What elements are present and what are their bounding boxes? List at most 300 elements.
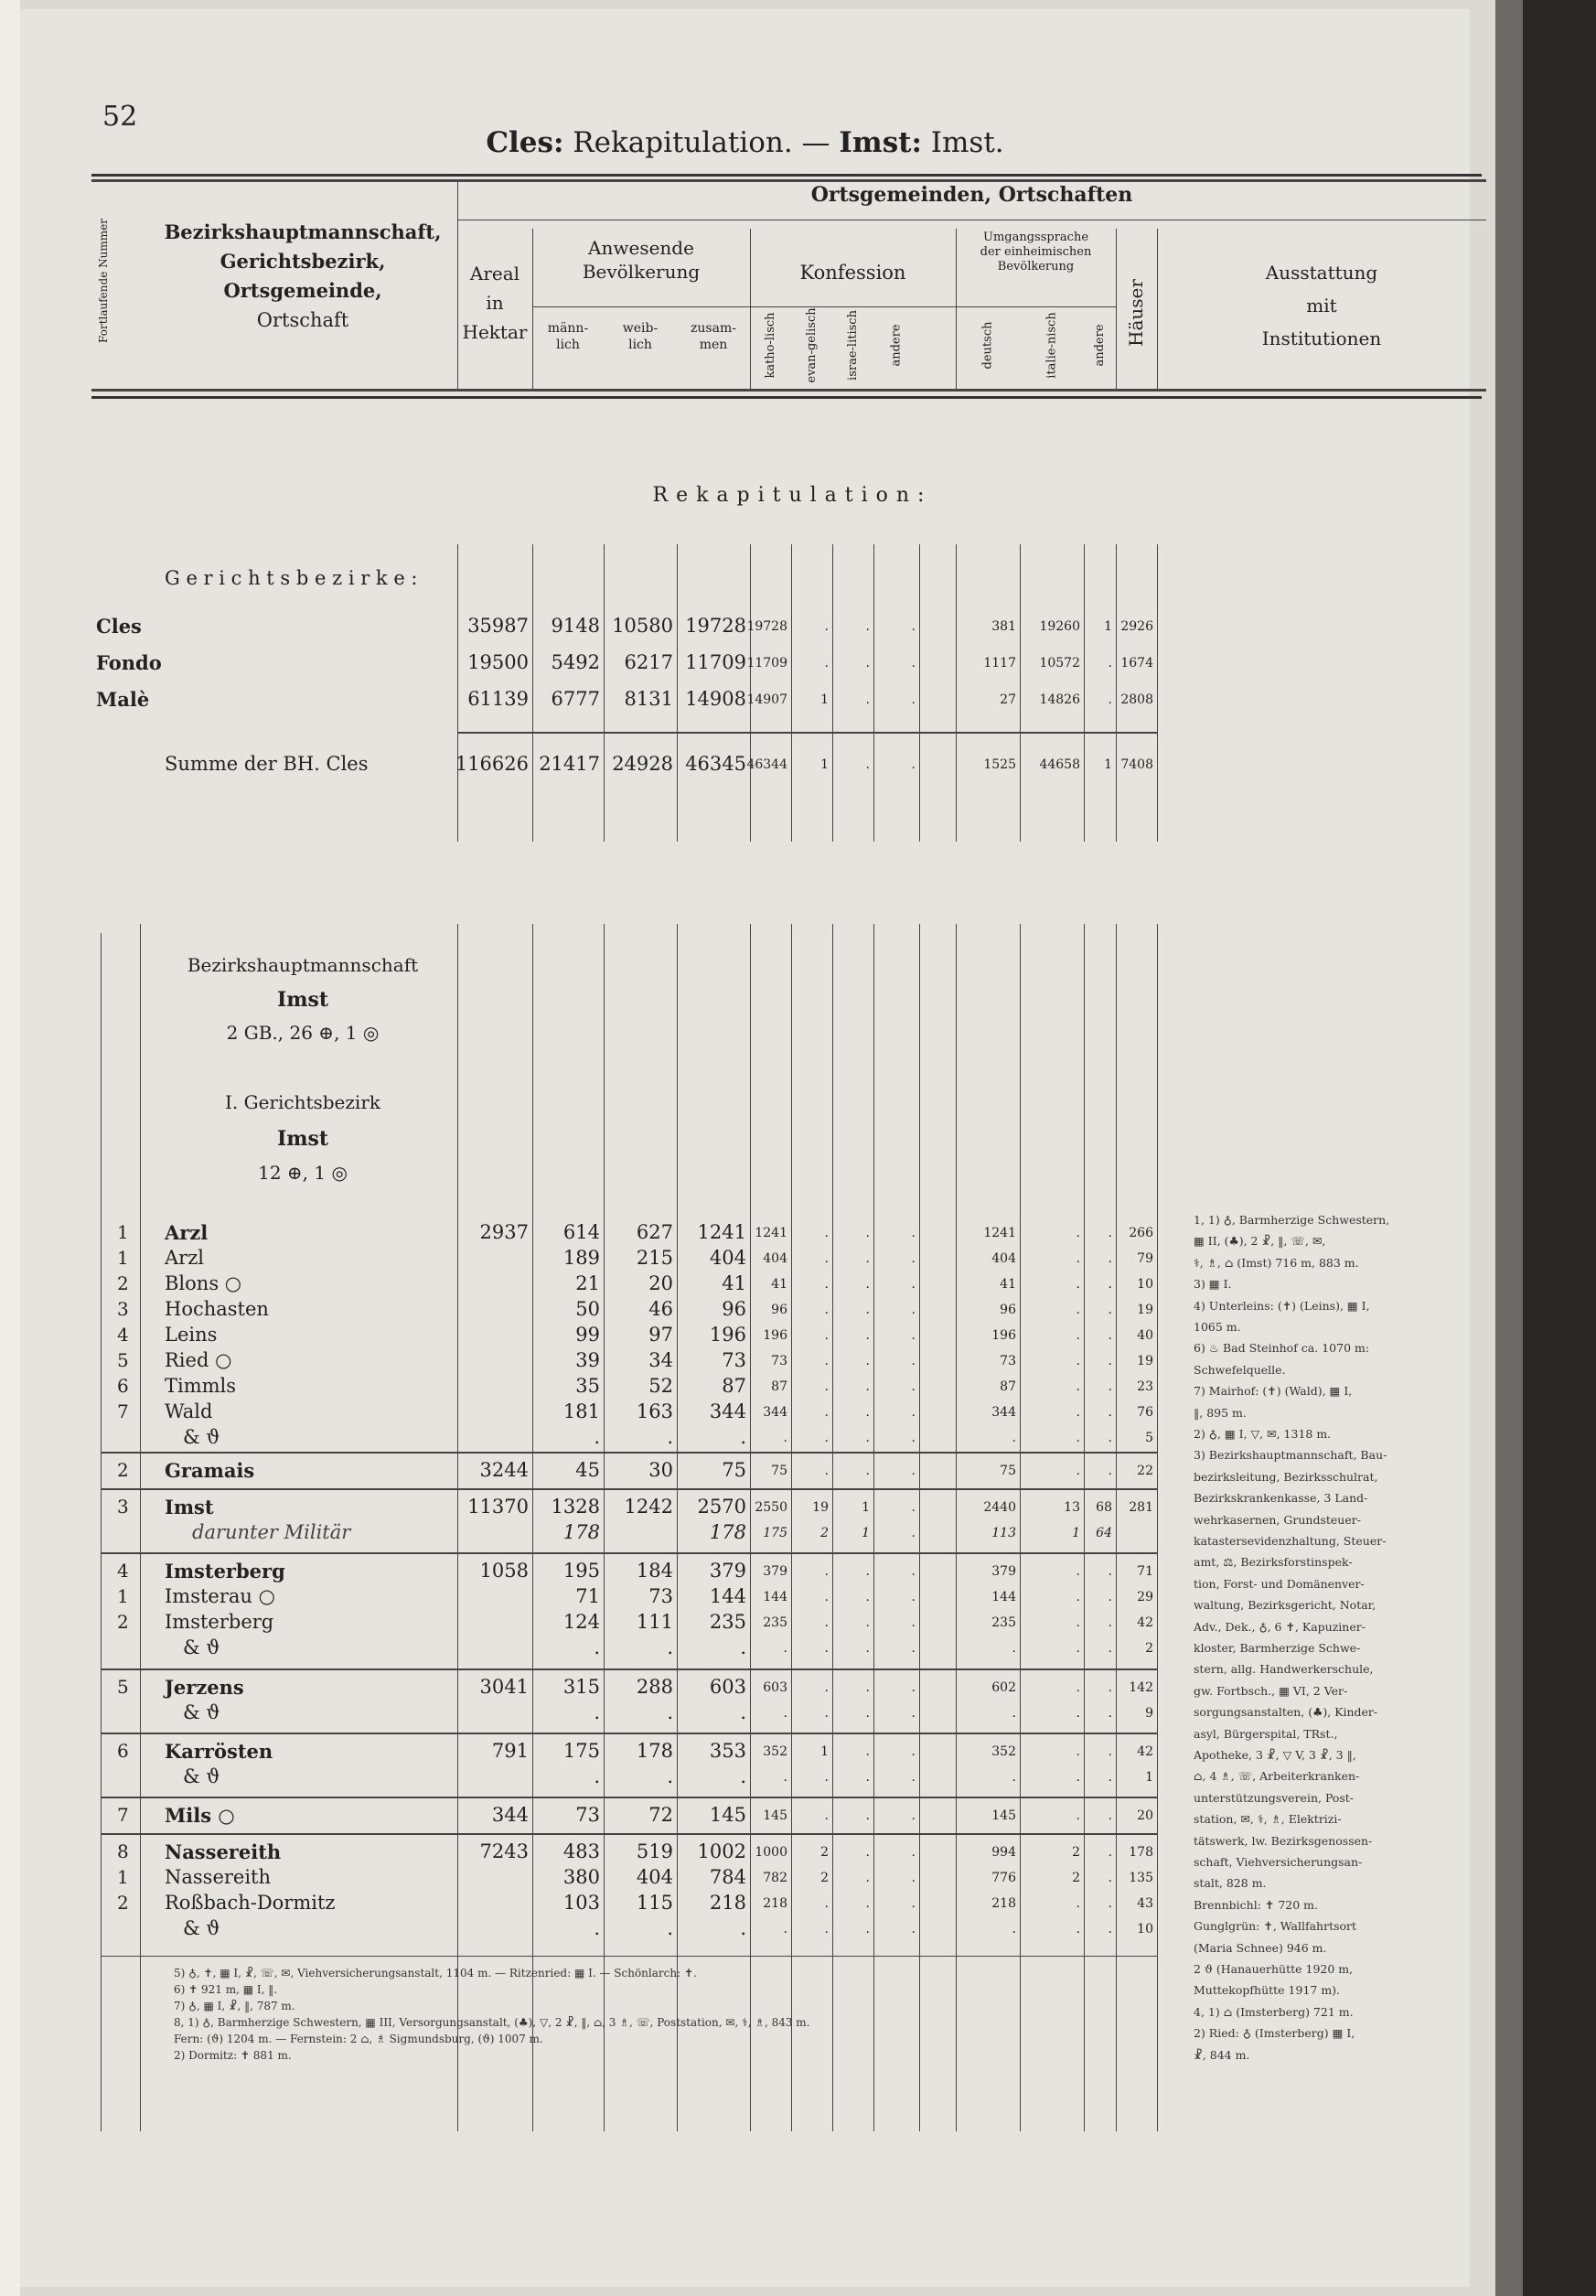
side-note-line: ‖, 895 m. — [1194, 1405, 1247, 1420]
row-deu: 776 — [991, 1871, 1016, 1885]
row-number: 7 — [117, 1400, 129, 1422]
row-rule — [101, 1797, 1157, 1798]
zusammen-header — [677, 320, 750, 353]
row-deu: 144 — [991, 1590, 1016, 1604]
row-deu: 344 — [991, 1405, 1016, 1420]
recap-row-name: Malè — [96, 688, 150, 711]
row-m: . — [594, 1701, 600, 1723]
row-deu: 145 — [991, 1808, 1016, 1823]
row-evan: . — [824, 1328, 829, 1343]
row-ital: . — [1076, 1303, 1080, 1317]
row-isr: . — [865, 1770, 870, 1785]
row-z: 87 — [722, 1375, 746, 1397]
name-header-line: Bezirkshauptmannschaft, — [164, 220, 442, 243]
recap-row-isr: . — [865, 656, 870, 671]
maennlich-header-line: männ- — [547, 321, 589, 336]
row-and: . — [911, 1564, 916, 1579]
italienisch-header: italie-nisch — [1044, 312, 1059, 379]
row-isr: . — [865, 1328, 870, 1343]
row-evan: . — [824, 1379, 829, 1394]
row-ital: 2 — [1072, 1871, 1080, 1885]
row-deu: 404 — [991, 1251, 1016, 1266]
row-isr: . — [865, 1354, 870, 1368]
row-and: . — [911, 1354, 916, 1368]
row-kath: 352 — [763, 1744, 787, 1759]
title-part: Imst: — [839, 126, 922, 159]
row-isr: . — [865, 1845, 870, 1860]
row-z: . — [740, 1917, 746, 1939]
row-kath: 404 — [763, 1251, 787, 1266]
side-note-line: gw. Fortbsch., ▦ VI, 2 Ver- — [1194, 1683, 1348, 1698]
row-ands: . — [1108, 1328, 1112, 1343]
row-w: . — [667, 1426, 673, 1448]
place-name: Karrösten — [165, 1740, 273, 1763]
scattered-houses-label: & ϑ — [183, 1701, 220, 1723]
row-z: 404 — [709, 1247, 746, 1269]
row-haus: 9 — [1145, 1706, 1153, 1721]
row-z: . — [740, 1701, 746, 1723]
row-and: . — [911, 1277, 916, 1292]
row-ands: . — [1108, 1431, 1112, 1445]
row-deu: 41 — [1000, 1277, 1016, 1292]
side-note-line: Brennbichl: ✝ 720 m. — [1194, 1897, 1318, 1912]
recap-sum-ands: 1 — [1104, 757, 1112, 772]
row-w: 163 — [636, 1400, 673, 1422]
katholisch-header: katho-lisch — [764, 312, 777, 379]
row-z: 1241 — [697, 1221, 746, 1243]
row-ital: . — [1076, 1379, 1080, 1394]
row-kath: 782 — [763, 1871, 787, 1885]
side-note-line: unterstützungsverein, Post- — [1194, 1790, 1355, 1805]
umgangssprache-line: der einheimischen — [980, 245, 1092, 259]
side-note-line: 3) Bezirkshauptmannschaft, Bau- — [1194, 1448, 1387, 1463]
row-w: 97 — [648, 1324, 673, 1346]
row-kath: 218 — [763, 1896, 787, 1911]
row-evan: 19 — [812, 1500, 829, 1515]
row-kath: 196 — [763, 1328, 787, 1343]
row-ital: . — [1076, 1277, 1080, 1292]
recap-row-deu: 27 — [1000, 692, 1016, 707]
footnote-line: 7) ♁, ▦ I, ☧, ‖, 787 m. — [174, 2000, 295, 2012]
place-name: Imst — [165, 1496, 214, 1518]
row-haus: 19 — [1137, 1354, 1153, 1368]
row-rule — [101, 1733, 1157, 1734]
recap-sum-name: Summe der BH. Cles — [165, 753, 369, 775]
row-and: . — [911, 1770, 916, 1785]
row-w: 34 — [648, 1349, 673, 1371]
areal-header-line: in — [486, 292, 504, 314]
side-note-line: schaft, Viehversicherungsan- — [1194, 1855, 1363, 1869]
page-title — [20, 126, 1470, 159]
row-w: 73 — [648, 1585, 673, 1607]
footnote-line: 5) ♁, ✝, ▦ I, ☧, ☏, ✉, Viehversicherungsanstalt, 1104 m. — Ritzenried: ▦ I. — Schönlarch: ✝. — [174, 1967, 697, 1979]
row-areal: 344 — [491, 1804, 529, 1826]
zusammen-header-line: zusam- — [691, 321, 736, 336]
row-number: 5 — [117, 1349, 129, 1371]
row-w: . — [667, 1765, 673, 1787]
row-ital: . — [1076, 1405, 1080, 1420]
row-deu: . — [1012, 1641, 1016, 1656]
row-z: 178 — [709, 1521, 746, 1543]
row-haus: 5 — [1145, 1431, 1153, 1445]
recap-row-areal: 61139 — [467, 688, 529, 710]
row-w: . — [667, 1701, 673, 1723]
row-ands: 68 — [1096, 1500, 1112, 1515]
recap-row-haus: 2808 — [1120, 692, 1153, 707]
row-evan: 2 — [820, 1871, 829, 1885]
row-m: 380 — [562, 1866, 600, 1888]
areal-header-line: Areal — [469, 263, 520, 284]
imst-column-rule — [1157, 924, 1158, 2131]
recap-sum-z: 46345 — [685, 753, 746, 775]
side-note-line: 4) Unterleins: (✝) (Leins), ▦ I, — [1194, 1298, 1370, 1313]
row-z: 218 — [709, 1892, 746, 1914]
scan-edge-right — [1523, 0, 1596, 2296]
row-evan: . — [824, 1641, 829, 1656]
row-isr: . — [865, 1808, 870, 1823]
side-note-line: amt, ⚖, Bezirksforstinspek- — [1194, 1555, 1353, 1570]
side-note-line: 2) Ried: ♁ (Imsterberg) ▦ I, — [1194, 2026, 1355, 2041]
row-isr: . — [865, 1680, 870, 1695]
row-number: 1 — [117, 1247, 129, 1269]
footnote-line: 8, 1) ♁, Barmherzige Schwestern, ▦ III, Versorgungsanstalt, (♣), ▽, 2 ☧, ‖, ⌂, 3 ♗, ☏, Poststation, ✉, ⚕, ♗, 843 m. — [174, 2016, 810, 2029]
row-deu: . — [1012, 1770, 1016, 1785]
recap-sum-areal: 116626 — [455, 753, 529, 775]
row-haus: 19 — [1137, 1303, 1153, 1317]
row-haus: 23 — [1137, 1379, 1153, 1394]
row-ands: . — [1108, 1845, 1112, 1860]
page-number: 52 — [102, 101, 138, 133]
row-w: 519 — [636, 1840, 673, 1862]
row-w: 178 — [636, 1740, 673, 1762]
imst-column-rule — [919, 924, 920, 2131]
row-kath: 175 — [763, 1526, 787, 1540]
recap-row-z: 11709 — [685, 651, 746, 673]
row-ands: . — [1108, 1226, 1112, 1240]
recap-column-rule — [1157, 544, 1158, 842]
row-areal: 791 — [491, 1740, 529, 1762]
recap-row-z: 19728 — [685, 615, 746, 637]
place-name: Jerzens — [165, 1676, 244, 1699]
israelitisch-header: israe-litisch — [846, 310, 860, 381]
row-ands: . — [1108, 1706, 1112, 1721]
side-note-line: ☧, 844 m. — [1194, 2047, 1250, 2062]
row-z: 1002 — [697, 1840, 746, 1862]
rule — [532, 306, 750, 307]
row-z: 196 — [709, 1324, 746, 1346]
row-ital: . — [1076, 1226, 1080, 1240]
recap-row-ands: 1 — [1104, 619, 1112, 634]
row-ital: . — [1076, 1706, 1080, 1721]
row-kath: 1000 — [755, 1845, 787, 1860]
row-deu: . — [1012, 1431, 1016, 1445]
gb-stats: 12 ⊕, 1 ◎ — [258, 1162, 348, 1184]
gb-label: I. Gerichtsbezirk — [224, 1091, 381, 1113]
ausstattung-header — [1157, 256, 1486, 355]
row-kath: 603 — [763, 1680, 787, 1695]
side-note-line: 2) ♁, ▦ I, ▽, ✉, 1318 m. — [1194, 1427, 1332, 1441]
row-haus: 20 — [1137, 1808, 1153, 1823]
recap-row-kath: 19728 — [746, 619, 787, 634]
row-deu: 352 — [991, 1744, 1016, 1759]
umgangssprache-header — [956, 231, 1116, 274]
row-rule — [101, 1452, 1157, 1454]
side-note-line: asyl, Bürgerspital, TRst., — [1194, 1726, 1338, 1741]
row-and: . — [911, 1226, 916, 1240]
row-m: 103 — [562, 1892, 600, 1914]
row-number: 5 — [117, 1676, 129, 1698]
row-w: 20 — [648, 1272, 673, 1294]
row-isr: . — [865, 1251, 870, 1266]
place-name: Nassereith — [165, 1866, 272, 1888]
row-evan: . — [824, 1354, 829, 1368]
name-header — [148, 218, 457, 335]
row-z: 353 — [709, 1740, 746, 1762]
row-evan: 1 — [820, 1744, 829, 1759]
place-name: Wald — [165, 1400, 213, 1422]
row-number: 7 — [117, 1804, 129, 1826]
recap-row-evan: 1 — [820, 692, 829, 707]
place-name: Hochasten — [165, 1298, 269, 1320]
row-number: 2 — [117, 1892, 129, 1914]
name-header-line: Ortsgemeinde, — [223, 279, 382, 302]
footnote-line: Fern: (ϑ) 1204 m. — Fernstein: 2 ⌂, ♗ Sigmundsburg, (ϑ) 1007 m. — [174, 2033, 543, 2045]
row-rule — [101, 1552, 1157, 1554]
side-note-line: waltung, Bezirksgericht, Notar, — [1194, 1598, 1376, 1613]
name-header-line: Ortschaft — [256, 309, 349, 331]
row-m: 195 — [562, 1560, 600, 1582]
row-rule — [101, 1488, 1157, 1490]
row-haus: 71 — [1137, 1564, 1153, 1579]
row-z: 145 — [709, 1804, 746, 1826]
imst-left-rule — [101, 933, 102, 2131]
title-part: Cles: — [486, 126, 564, 159]
recap-row-deu: 381 — [991, 619, 1016, 634]
row-haus: 2 — [1145, 1641, 1153, 1656]
recap-heading: R e k a p i t u l a t i o n : — [652, 484, 926, 507]
row-m: 1328 — [551, 1496, 600, 1518]
title-part: Rekapitulation. — — [563, 126, 840, 159]
row-m: 178 — [562, 1521, 600, 1543]
bh-label: Bezirkshauptmannschaft — [187, 954, 419, 976]
row-ital: . — [1076, 1922, 1080, 1937]
recap-row-ital: 14826 — [1039, 692, 1080, 707]
recap-row-name: Fondo — [96, 651, 162, 674]
row-isr: 1 — [862, 1526, 870, 1540]
row-ands: . — [1108, 1615, 1112, 1630]
row-w: 30 — [648, 1459, 673, 1481]
row-kath: 145 — [763, 1808, 787, 1823]
row-number: 1 — [117, 1866, 129, 1888]
row-m: 614 — [562, 1221, 600, 1243]
row-evan: . — [824, 1251, 829, 1266]
row-evan: . — [824, 1431, 829, 1445]
row-ands: . — [1108, 1744, 1112, 1759]
row-m: . — [594, 1426, 600, 1448]
anwesende-header-line: Bevölkerung — [582, 261, 701, 283]
row-number: 4 — [117, 1560, 129, 1582]
row-number: 2 — [117, 1272, 129, 1294]
row-and: . — [911, 1251, 916, 1266]
row-evan: . — [824, 1226, 829, 1240]
row-ands: . — [1108, 1564, 1112, 1579]
row-m: 21 — [575, 1272, 600, 1294]
row-haus: 142 — [1129, 1680, 1153, 1695]
recap-row-m: 6777 — [551, 688, 600, 710]
row-ital: . — [1076, 1328, 1080, 1343]
recap-sum-kath: 46344 — [746, 757, 787, 772]
side-note-line: sorgungsanstalten, (♣), Kinder- — [1194, 1705, 1378, 1720]
row-isr: . — [865, 1405, 870, 1420]
title-part: Imst. — [921, 126, 1004, 159]
row-ital: 13 — [1064, 1500, 1080, 1515]
recap-row-and: . — [911, 656, 916, 671]
row-and: . — [911, 1379, 916, 1394]
side-note-line: station, ✉, ⚕, ♗, Elektrizi- — [1194, 1812, 1342, 1827]
row-ital: . — [1076, 1464, 1080, 1478]
row-m: 73 — [575, 1804, 600, 1826]
row-kath: 379 — [763, 1564, 787, 1579]
place-name: Imsterau ○ — [165, 1585, 275, 1607]
andere2-header: andere — [1093, 324, 1107, 367]
row-and: . — [911, 1896, 916, 1911]
row-rule — [101, 1668, 1157, 1670]
row-evan: . — [824, 1615, 829, 1630]
row-w: 1242 — [624, 1496, 673, 1518]
recap-row-w: 8131 — [624, 688, 673, 710]
row-ital: . — [1076, 1431, 1080, 1445]
side-note-line: (Maria Schnee) 946 m. — [1194, 1940, 1327, 1955]
row-kath: . — [783, 1706, 787, 1721]
row-ands: . — [1108, 1405, 1112, 1420]
weiblich-header-line: lich — [628, 338, 652, 352]
row-z: . — [740, 1765, 746, 1787]
row-evan: . — [824, 1303, 829, 1317]
row-kath: . — [783, 1922, 787, 1937]
scattered-houses-label: & ϑ — [183, 1426, 220, 1448]
row-kath: 2550 — [755, 1500, 787, 1515]
row-ital: . — [1076, 1770, 1080, 1785]
row-number: 6 — [117, 1740, 129, 1762]
side-note-line: Bezirkskrankenkasse, 3 Land- — [1194, 1491, 1368, 1506]
recap-row-haus: 1674 — [1120, 656, 1153, 671]
row-ands: . — [1108, 1379, 1112, 1394]
row-haus: 42 — [1137, 1615, 1153, 1630]
row-areal: 2937 — [479, 1221, 529, 1243]
maennlich-header — [532, 320, 604, 353]
place-name: Ried ○ — [165, 1349, 232, 1371]
row-ands: . — [1108, 1251, 1112, 1266]
row-evan: . — [824, 1706, 829, 1721]
row-isr: . — [865, 1641, 870, 1656]
row-ital: 1 — [1072, 1526, 1080, 1540]
row-haus: 1 — [1145, 1770, 1153, 1785]
row-and: . — [911, 1871, 916, 1885]
side-note-line: Schwefelquelle. — [1194, 1362, 1286, 1377]
place-name: Imsterberg — [165, 1560, 285, 1583]
row-evan: . — [824, 1922, 829, 1937]
row-evan: . — [824, 1590, 829, 1604]
row-ital: . — [1076, 1354, 1080, 1368]
scattered-houses-label: & ϑ — [183, 1636, 220, 1658]
recap-sum-w: 24928 — [612, 753, 673, 775]
row-w: 288 — [636, 1676, 673, 1698]
row-ital: 2 — [1072, 1845, 1080, 1860]
weiblich-header-line: weib- — [622, 321, 659, 336]
recap-row-deu: 1117 — [983, 656, 1016, 671]
side-note-line: 1065 m. — [1194, 1320, 1241, 1334]
row-deu: 602 — [991, 1680, 1016, 1695]
row-m: 181 — [562, 1400, 600, 1422]
row-number: 3 — [117, 1496, 129, 1518]
row-and: . — [911, 1845, 916, 1860]
row-haus: 281 — [1129, 1500, 1153, 1515]
rule — [956, 306, 1116, 307]
recap-sum-deu: 1525 — [983, 757, 1016, 772]
recap-sum-m: 21417 — [539, 753, 600, 775]
imst-number-rule — [140, 924, 141, 2131]
recap-row-haus: 2926 — [1120, 619, 1153, 634]
row-evan: . — [824, 1680, 829, 1695]
scan-edge-left — [0, 0, 20, 2296]
row-deu: 379 — [991, 1564, 1016, 1579]
row-ands: . — [1108, 1871, 1112, 1885]
bh-stats: 2 GB., 26 ⊕, 1 ◎ — [226, 1022, 380, 1044]
row-haus: 135 — [1129, 1871, 1153, 1885]
ausstattung-line: mit — [1306, 295, 1337, 317]
side-note-line: 2 ϑ (Hanauerhütte 1920 m, — [1194, 1962, 1354, 1976]
row-m: 50 — [575, 1298, 600, 1320]
row-m: 35 — [575, 1375, 600, 1397]
row-kath: 235 — [763, 1615, 787, 1630]
row-kath: 1241 — [755, 1226, 787, 1240]
row-evan: . — [824, 1808, 829, 1823]
row-isr: . — [865, 1871, 870, 1885]
recap-row-kath: 11709 — [746, 656, 787, 671]
row-and: . — [911, 1526, 916, 1540]
recap-sum-rule — [457, 732, 1157, 734]
row-deu: 994 — [991, 1845, 1016, 1860]
row-isr: 1 — [862, 1500, 870, 1515]
recap-sum-and: . — [911, 757, 916, 772]
row-evan: 2 — [820, 1845, 829, 1860]
recap-row-m: 9148 — [551, 615, 600, 637]
row-haus: 40 — [1137, 1328, 1153, 1343]
row-kath: 75 — [771, 1464, 787, 1478]
row-m: . — [594, 1636, 600, 1658]
zusammen-header-line: men — [699, 338, 728, 352]
table-end-rule — [101, 1956, 1157, 1957]
row-isr: . — [865, 1896, 870, 1911]
deutsch-header: deutsch — [980, 321, 995, 370]
row-deu: 235 — [991, 1615, 1016, 1630]
row-isr: . — [865, 1277, 870, 1292]
row-deu: . — [1012, 1922, 1016, 1937]
name-header-line: Gerichtsbezirk, — [220, 250, 386, 273]
row-deu: 96 — [1000, 1303, 1016, 1317]
recap-subheading: G e r i c h t s b e z i r k e : — [165, 567, 418, 589]
row-isr: . — [865, 1464, 870, 1478]
laufende-nummer-label: Fortlaufende Nummer — [97, 219, 110, 343]
row-w: 46 — [648, 1298, 673, 1320]
row-m: . — [594, 1917, 600, 1939]
recap-row-ands: . — [1108, 692, 1112, 707]
row-w: 115 — [636, 1892, 673, 1914]
rule — [1116, 229, 1117, 389]
row-kath: 144 — [763, 1590, 787, 1604]
ortsgemeinden-header: Ortsgemeinden, Ortschaften — [810, 183, 1133, 207]
row-areal: 1058 — [479, 1560, 529, 1582]
